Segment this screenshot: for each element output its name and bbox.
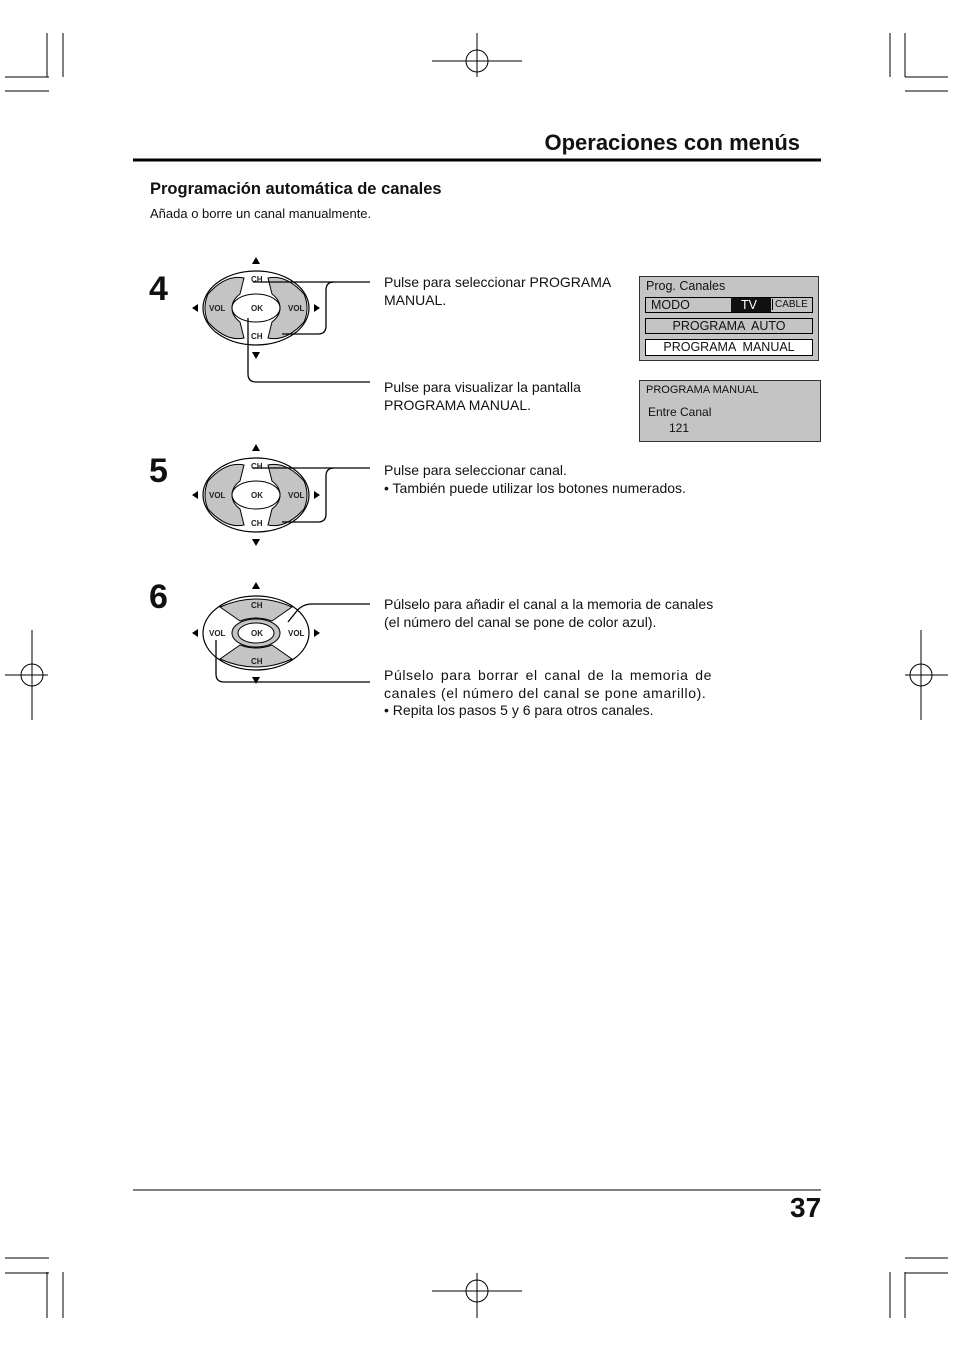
osd-mode-row <box>645 297 813 313</box>
step4-callout-display: Pulse para visualizar la pantalla PROGRAMA MANUAL. <box>384 379 581 413</box>
step6-callout-note: • Repita los pasos 5 y 6 para otros canales. <box>384 702 654 718</box>
osd-mode-label: MODO <box>651 298 690 312</box>
ch-button-label: CH <box>251 462 263 471</box>
ch-button-label: CH <box>251 601 263 610</box>
subsection-heading: Programación automática de canales <box>150 180 442 198</box>
ch-button-label: CH <box>251 332 263 341</box>
step4-callout-select: Pulse para seleccionar PROGRAMA MANUAL. <box>384 274 611 308</box>
step-number-5: 5 <box>149 452 168 490</box>
intro-text: Añada o borre un canal manualmente. <box>150 206 372 221</box>
vol-button-label: VOL <box>288 629 305 638</box>
vol-button-label: VOL <box>288 491 305 500</box>
ch-button-label: CH <box>251 275 263 284</box>
ok-button-label: OK <box>251 491 263 500</box>
step6-callout-add: Púlselo para añadir el canal a la memoria de canales (el número del canal se pone de color azul). <box>384 596 714 630</box>
ch-button-label: CH <box>251 519 263 528</box>
step-number-4: 4 <box>149 270 168 308</box>
ch-button-label: CH <box>251 657 263 666</box>
osd-item-programa-manual: PROGRAMA MANUAL <box>645 339 813 356</box>
osd-menu-title: Prog. Canales <box>646 279 726 293</box>
step5-callout-note: • También puede utilizar los botones numerados. <box>384 480 686 496</box>
page-section-title: Operaciones con menús <box>544 130 800 155</box>
ok-button-label: OK <box>251 629 263 638</box>
osd-item-programa-auto: PROGRAMA AUTO <box>645 318 813 334</box>
vol-button-label: VOL <box>209 304 226 313</box>
osd-programa-manual-screen <box>639 380 821 442</box>
osd-mode-cable: CABLE <box>772 299 812 310</box>
osd-manual-channel-value: 121 <box>669 421 690 435</box>
osd-mode-tv: TV <box>731 298 771 312</box>
osd-manual-title: PROGRAMA MANUAL <box>646 384 759 396</box>
vol-button-label: VOL <box>209 629 226 638</box>
step-number-6: 6 <box>149 578 168 616</box>
step6-callout-delete: Púlselo para borrar el canal de la memoria de canales (el número del canal se pone amarillo). <box>384 667 712 701</box>
osd-manual-prompt: Entre Canal <box>648 405 712 419</box>
page-number: 37 <box>790 1192 822 1223</box>
step5-callout-select: Pulse para seleccionar canal. <box>384 462 567 478</box>
ok-button-label: OK <box>251 304 263 313</box>
vol-button-label: VOL <box>209 491 226 500</box>
osd-prog-canales-menu <box>639 276 819 361</box>
vol-button-label: VOL <box>288 304 305 313</box>
